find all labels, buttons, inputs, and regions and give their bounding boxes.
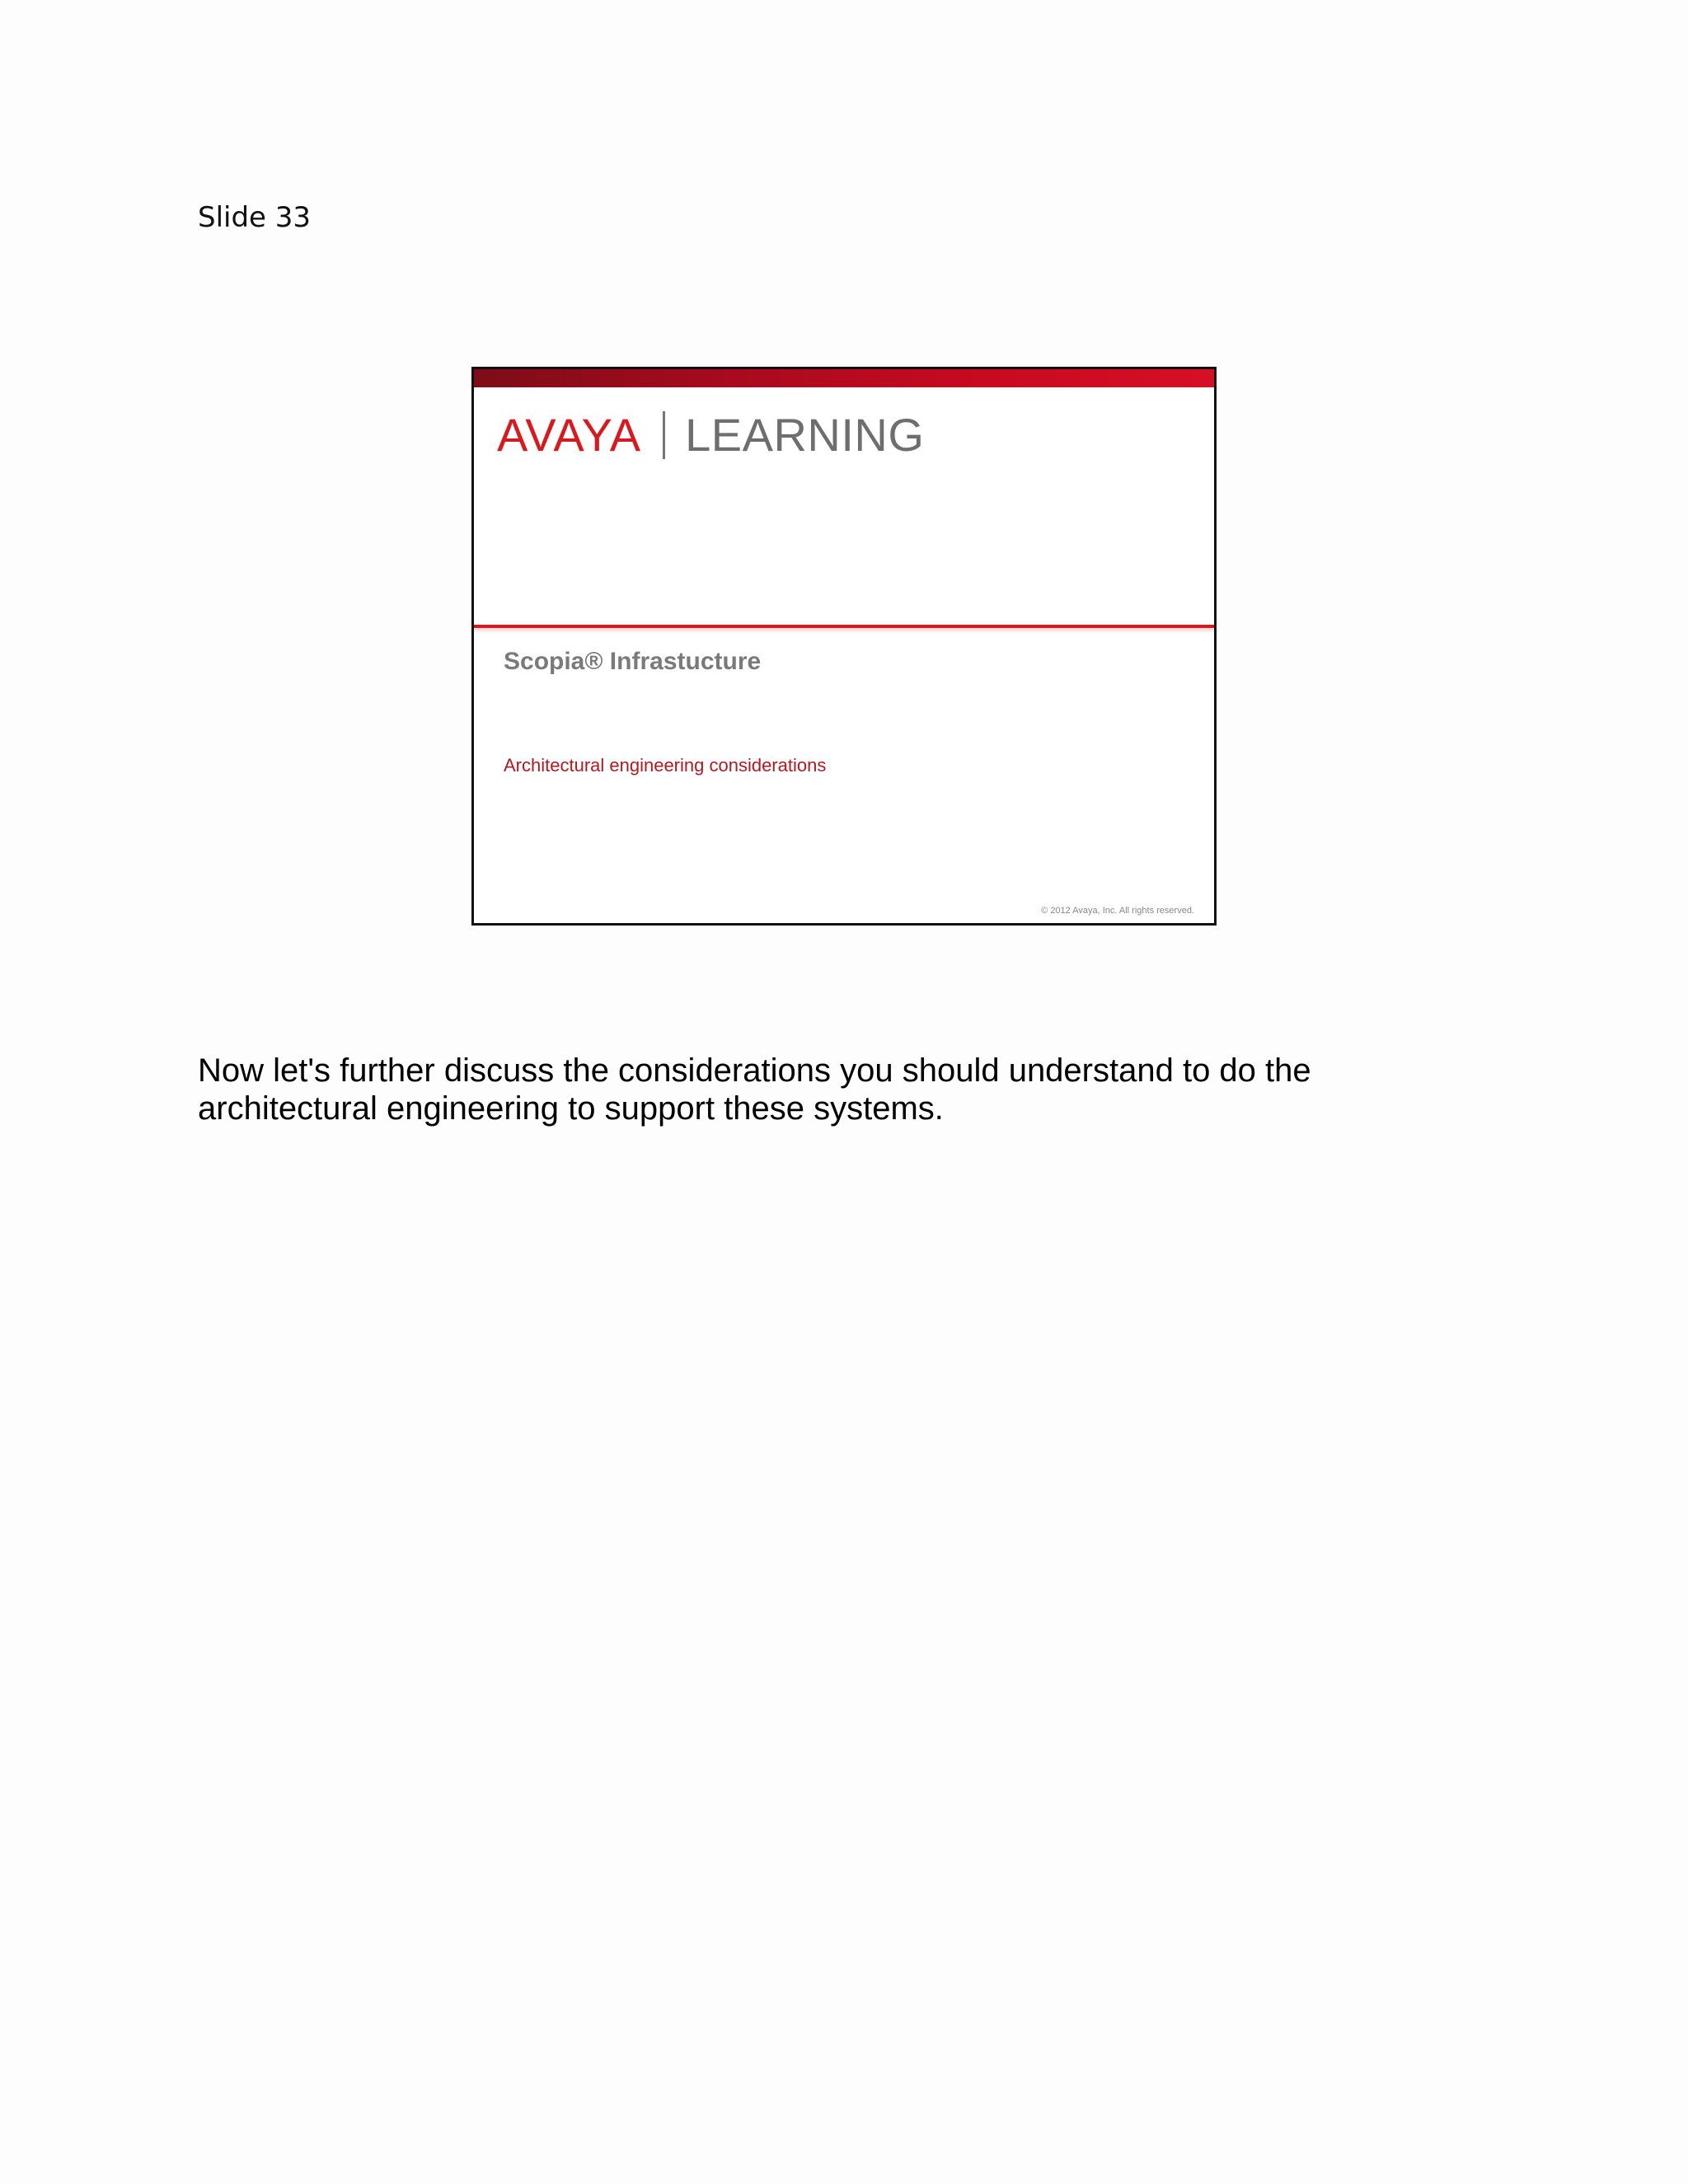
slide-number-label: Slide 33 bbox=[198, 201, 312, 234]
slide-thumbnail bbox=[471, 367, 1217, 926]
slide-subtitle: Architectural engineering considerations bbox=[504, 755, 827, 776]
slide-title: Scopia® Infrastucture bbox=[504, 648, 762, 675]
slide-copyright: © 2012 Avaya, Inc. All rights reserved. bbox=[1041, 906, 1194, 916]
logo-separator bbox=[663, 411, 665, 459]
logo-brand-text: AVAYA bbox=[497, 409, 642, 461]
logo-product-text: LEARNING bbox=[685, 409, 925, 461]
slide-divider-line bbox=[474, 625, 1214, 628]
speaker-notes: Now let's further discuss the considerations you should understand to do the architectural engineering to support these systems. bbox=[198, 1052, 1311, 1127]
slide-header-bar bbox=[474, 369, 1214, 387]
avaya-learning-logo bbox=[497, 409, 924, 462]
